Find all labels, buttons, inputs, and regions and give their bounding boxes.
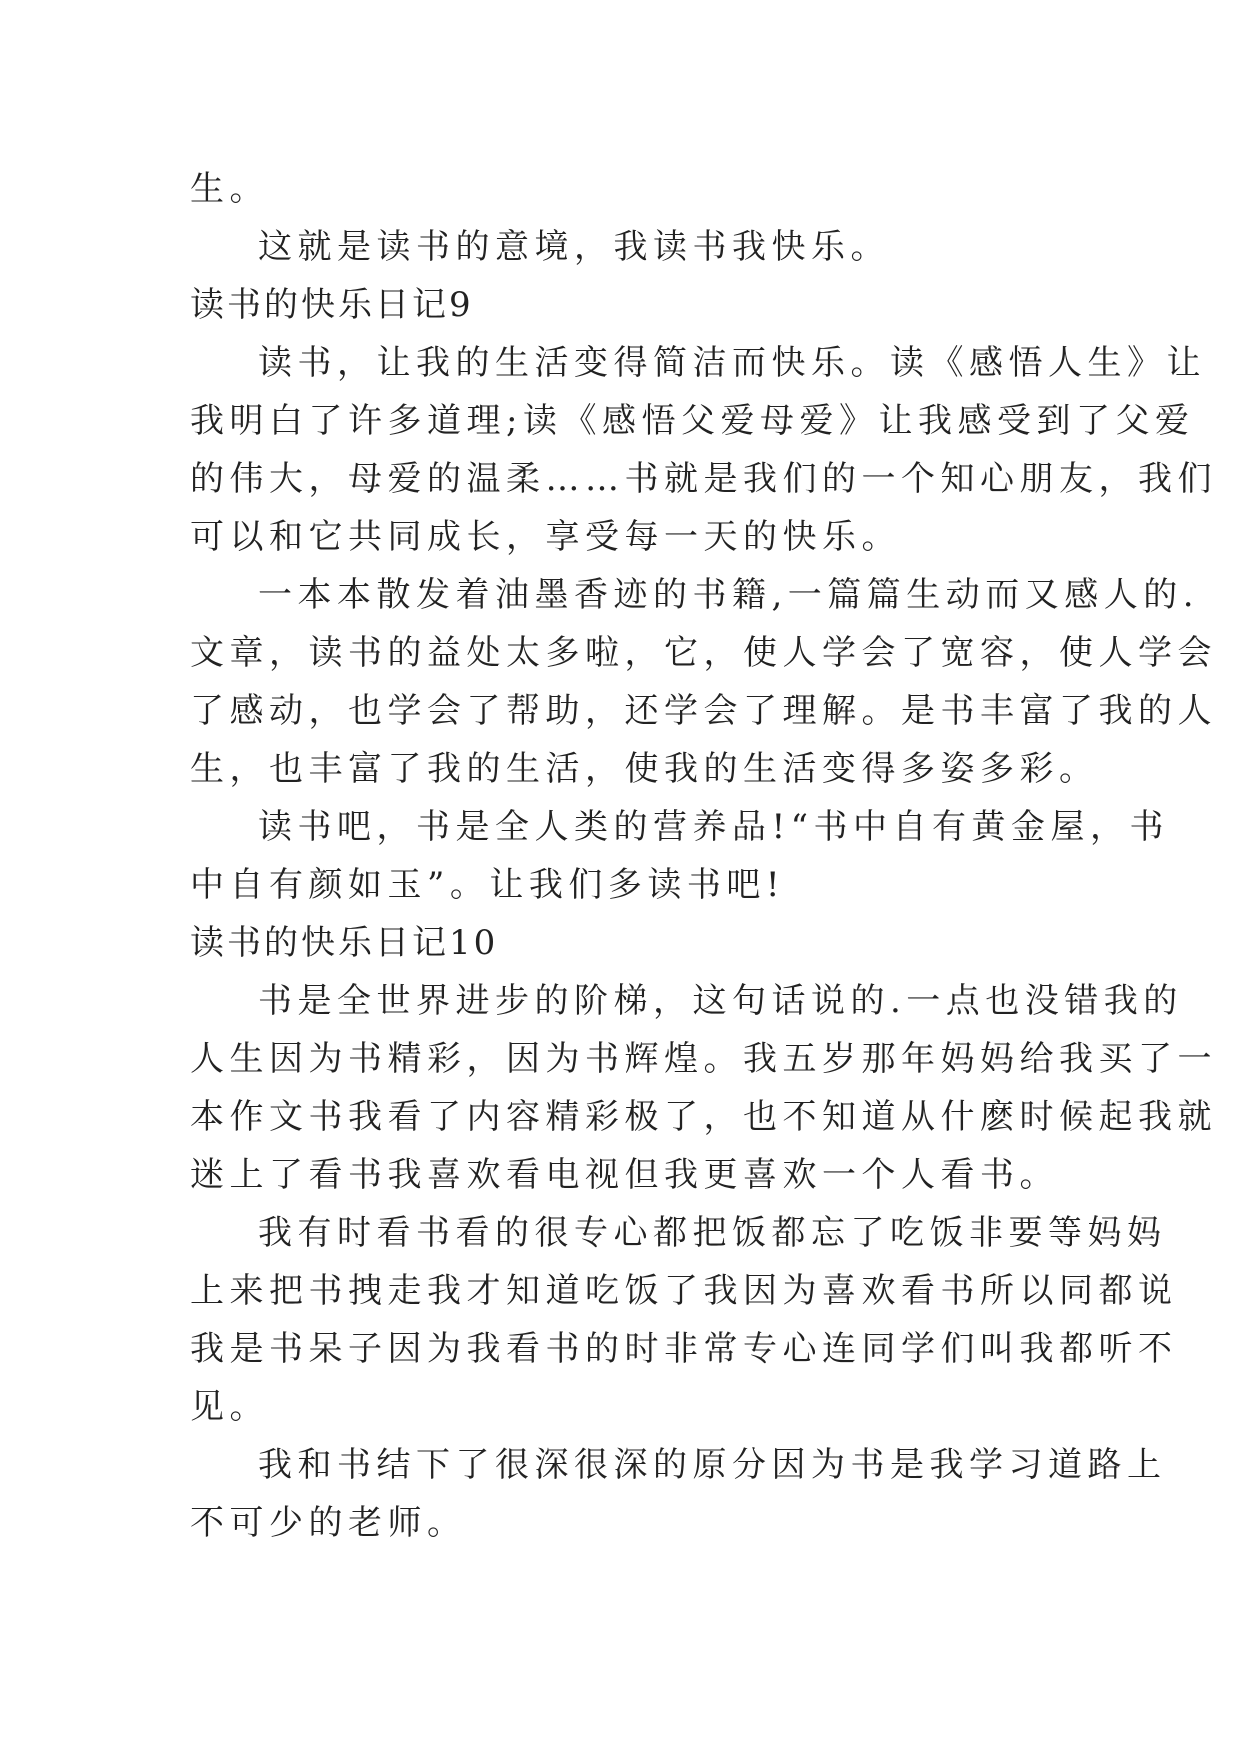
text-line: 可以和它共同成长，享受每一天的快乐。 — [190, 517, 901, 557]
section-heading: 读书的快乐日记9 — [190, 285, 474, 325]
text-line: 一本本散发着油墨香迹的书籍,一篇篇生动而又感人的. — [258, 575, 1200, 615]
text-line: 我和书结下了很深很深的原分因为书是我学习道路上 — [258, 1445, 1167, 1485]
text-line: 我有时看书看的很专心都把饭都忘了吃饭非要等妈妈 — [258, 1213, 1167, 1253]
text-line: 不可少的老师。 — [190, 1503, 467, 1543]
text-line: 读书吧，书是全人类的营养品!“书中自有黄金屋，书 — [258, 807, 1170, 847]
text-line: 人生因为书精彩，因为书辉煌。我五岁那年妈妈给我买了一 — [190, 1039, 1217, 1079]
text-line: 见。 — [190, 1387, 269, 1427]
text-line: 生，也丰富了我的生活，使我的生活变得多姿多彩。 — [190, 749, 1099, 789]
text-line: 的伟大，母爱的温柔……书就是我们的一个知心朋友，我们 — [190, 459, 1217, 499]
text-line: 了感动，也学会了帮助，还学会了理解。是书丰富了我的人 — [190, 691, 1217, 731]
text-line: 中自有颜如玉”。让我们多读书吧! — [190, 865, 786, 905]
text-line: 我明白了许多道理;读《感悟父爱母爱》让我感受到了父爱 — [190, 401, 1195, 441]
text-line: 上来把书拽走我才知道吃饭了我因为喜欢看书所以同都说 — [190, 1271, 1178, 1311]
section-heading: 读书的快乐日记10 — [190, 923, 499, 963]
text-line: 文章，读书的益处太多啦，它，使人学会了宽容，使人学会 — [190, 633, 1217, 673]
text-line: 读书，让我的生活变得简洁而快乐。读《感悟人生》让 — [258, 343, 1206, 383]
text-line: 本作文书我看了内容精彩极了，也不知道从什麽时候起我就 — [190, 1097, 1217, 1137]
text-line: 这就是读书的意境，我读书我快乐。 — [258, 227, 890, 267]
text-line: 书是全世界进步的阶梯，这句话说的.一点也没错我的 — [258, 981, 1183, 1021]
text-line: 我是书呆子因为我看书的时非常专心连同学们叫我都听不 — [190, 1329, 1178, 1369]
text-line: 生。 — [190, 169, 269, 209]
text-line: 迷上了看书我喜欢看电视但我更喜欢一个人看书。 — [190, 1155, 1059, 1195]
document-body — [190, 160, 1217, 1552]
